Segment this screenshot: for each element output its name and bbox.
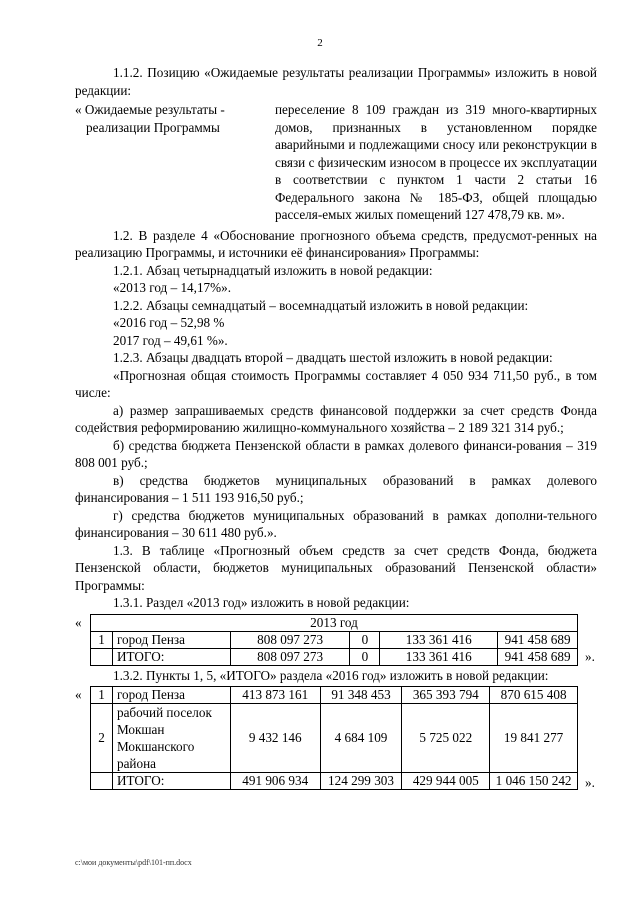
table-cell-value: 4 684 109 [320,704,402,773]
table-cell-value: 133 361 416 [380,648,498,665]
paragraph-1-2-2-value-1: «2016 год – 52,98 % [113,315,225,330]
table-cell-value: 1 046 150 242 [490,773,578,790]
table-cell-value: 870 615 408 [490,687,578,704]
table-cell-value: 133 361 416 [380,631,498,648]
table-2013-open-quote: « [75,614,82,630]
table-cell-name: город Пенза [112,631,230,648]
paragraph-1-2-2: 1.2.2. Абзацы семнадцатый – восемнадцатый изложить в новой редакции: [113,297,529,313]
table-cell-value: 808 097 273 [230,648,350,665]
table-cell-num: 1 [91,687,113,704]
table-2013 [90,614,578,666]
table-cell-value: 429 944 005 [402,773,490,790]
table-2016-wrap [75,686,597,790]
footer-file-path: c:\мои документы\pdf\101-пп.docx [75,858,192,867]
table-cell-name: ИТОГО: [112,773,230,790]
position-label-line1: « Ожидаемые результаты - [75,102,225,117]
table-cell-name: ИТОГО: [112,648,230,665]
table-cell-value: 941 458 689 [498,631,578,648]
table-cell-num [91,648,113,665]
table-cell-num: 2 [91,704,113,773]
position-label [75,101,275,224]
table-row [91,631,578,648]
table-row [91,687,578,704]
table-cell-num: 1 [91,631,113,648]
paragraph-1-1-2-line2: в новой редакции: [75,65,597,98]
table-row [91,614,578,631]
table-cell-value: 5 725 022 [402,704,490,773]
position-label-line2: реализации Программы [86,119,220,135]
item-b: б) средства бюджета Пензенской области в рамках долевого финанси-рования – 319 808 001 руб.; [75,437,597,470]
table-cell-value: 0 [350,631,380,648]
item-v: в) средства бюджетов муниципальных образований в рамках долевого финансирования – 1 511 193 916,50 руб.; [75,472,597,505]
paragraph-1-1-2-line1: 1.1.2. Позицию «Ожидаемые результаты реализации Программы» изложить [113,65,549,80]
table-header-2013: 2013 год [91,614,578,631]
table-cell-value: 9 432 146 [230,704,320,773]
table-cell-num [91,773,113,790]
table-cell-value: 413 873 161 [230,687,320,704]
paragraph-1-2-2-value-2: 2017 год – 49,61 %». [113,332,228,348]
paragraph-1-2-1-value: «2013 год – 14,17%». [113,280,232,295]
paragraph-total-cost: «Прогнозная общая стоимость Программы составляет 4 050 934 711,50 руб., в том числе: [75,367,597,400]
paragraph-1-3-2: 1.3.2. Пункты 1, 5, «ИТОГО» раздела «2016 год» изложить в новой редакции: [113,667,549,683]
paragraph-1-1-2 [75,64,597,99]
table-2016-open-quote: « [75,687,82,702]
page-number: 2 [317,37,323,49]
table-row [91,773,578,790]
table-cell-value: 941 458 689 [498,648,578,665]
table-row [91,704,578,773]
position-block [75,101,597,224]
paragraph-1-3-1: 1.3.1. Раздел «2013 год» изложить в новой редакции: [113,595,410,610]
table-row [91,648,578,665]
position-text: переселение 8 109 граждан из 319 много-квартирных домов, признанных в установленном порядке аварийными и подлежащими сносу или реконструкции в связи с физическим износом в процессе их эксплуатации в соответствии с пунктом 1 части 2 статьи 16 Федерального закона № 185-ФЗ, общей площадью расселя-емых жилых помещений 127 478,79 кв. м». [275,102,597,222]
table-cell-value: 19 841 277 [490,704,578,773]
paragraph-1-2-1: 1.2.1. Абзац четырнадцатый изложить в новой редакции: [113,262,433,278]
paragraph-1-3: 1.3. В таблице «Прогнозный объем средств за счет средств Фонда, бюджета Пензенской области, бюджетов муниципальных образований Пензенской области» Программы: [75,542,597,593]
table-2016 [90,686,578,790]
table-2013-close-quote: ». [585,648,595,664]
table-cell-value: 124 299 303 [320,773,402,790]
table-cell-value: 91 348 453 [320,687,402,704]
table-cell-name: рабочий поселок Мокшан Мокшанского района [112,704,230,773]
table-cell-value: 365 393 794 [402,687,490,704]
item-g: г) средства бюджетов муниципальных образований в рамках дополни-тельного финансирования – 30 611 480 руб.». [75,507,597,540]
table-2013-wrap [75,614,597,666]
table-cell-value: 808 097 273 [230,631,350,648]
document-body [75,64,597,790]
table-2016-close-quote: ». [585,775,595,790]
table-cell-value: 491 906 934 [230,773,320,790]
table-cell-name: город Пенза [112,687,230,704]
item-a: а) размер запрашиваемых средств финансовой поддержки за счет средств Фонда содействия реформированию жилищно-коммунального хозяйства – 2 189 321 314 руб.; [75,402,597,435]
paragraph-1-2: 1.2. В разделе 4 «Обоснование прогнозного объема средств, предусмот-ренных на реализацию Программы, и источники её финансирования» Программы: [75,227,597,260]
paragraph-1-2-3: 1.2.3. Абзацы двадцать второй – двадцать шестой изложить в новой редакции: [113,350,553,365]
table-cell-value: 0 [350,648,380,665]
